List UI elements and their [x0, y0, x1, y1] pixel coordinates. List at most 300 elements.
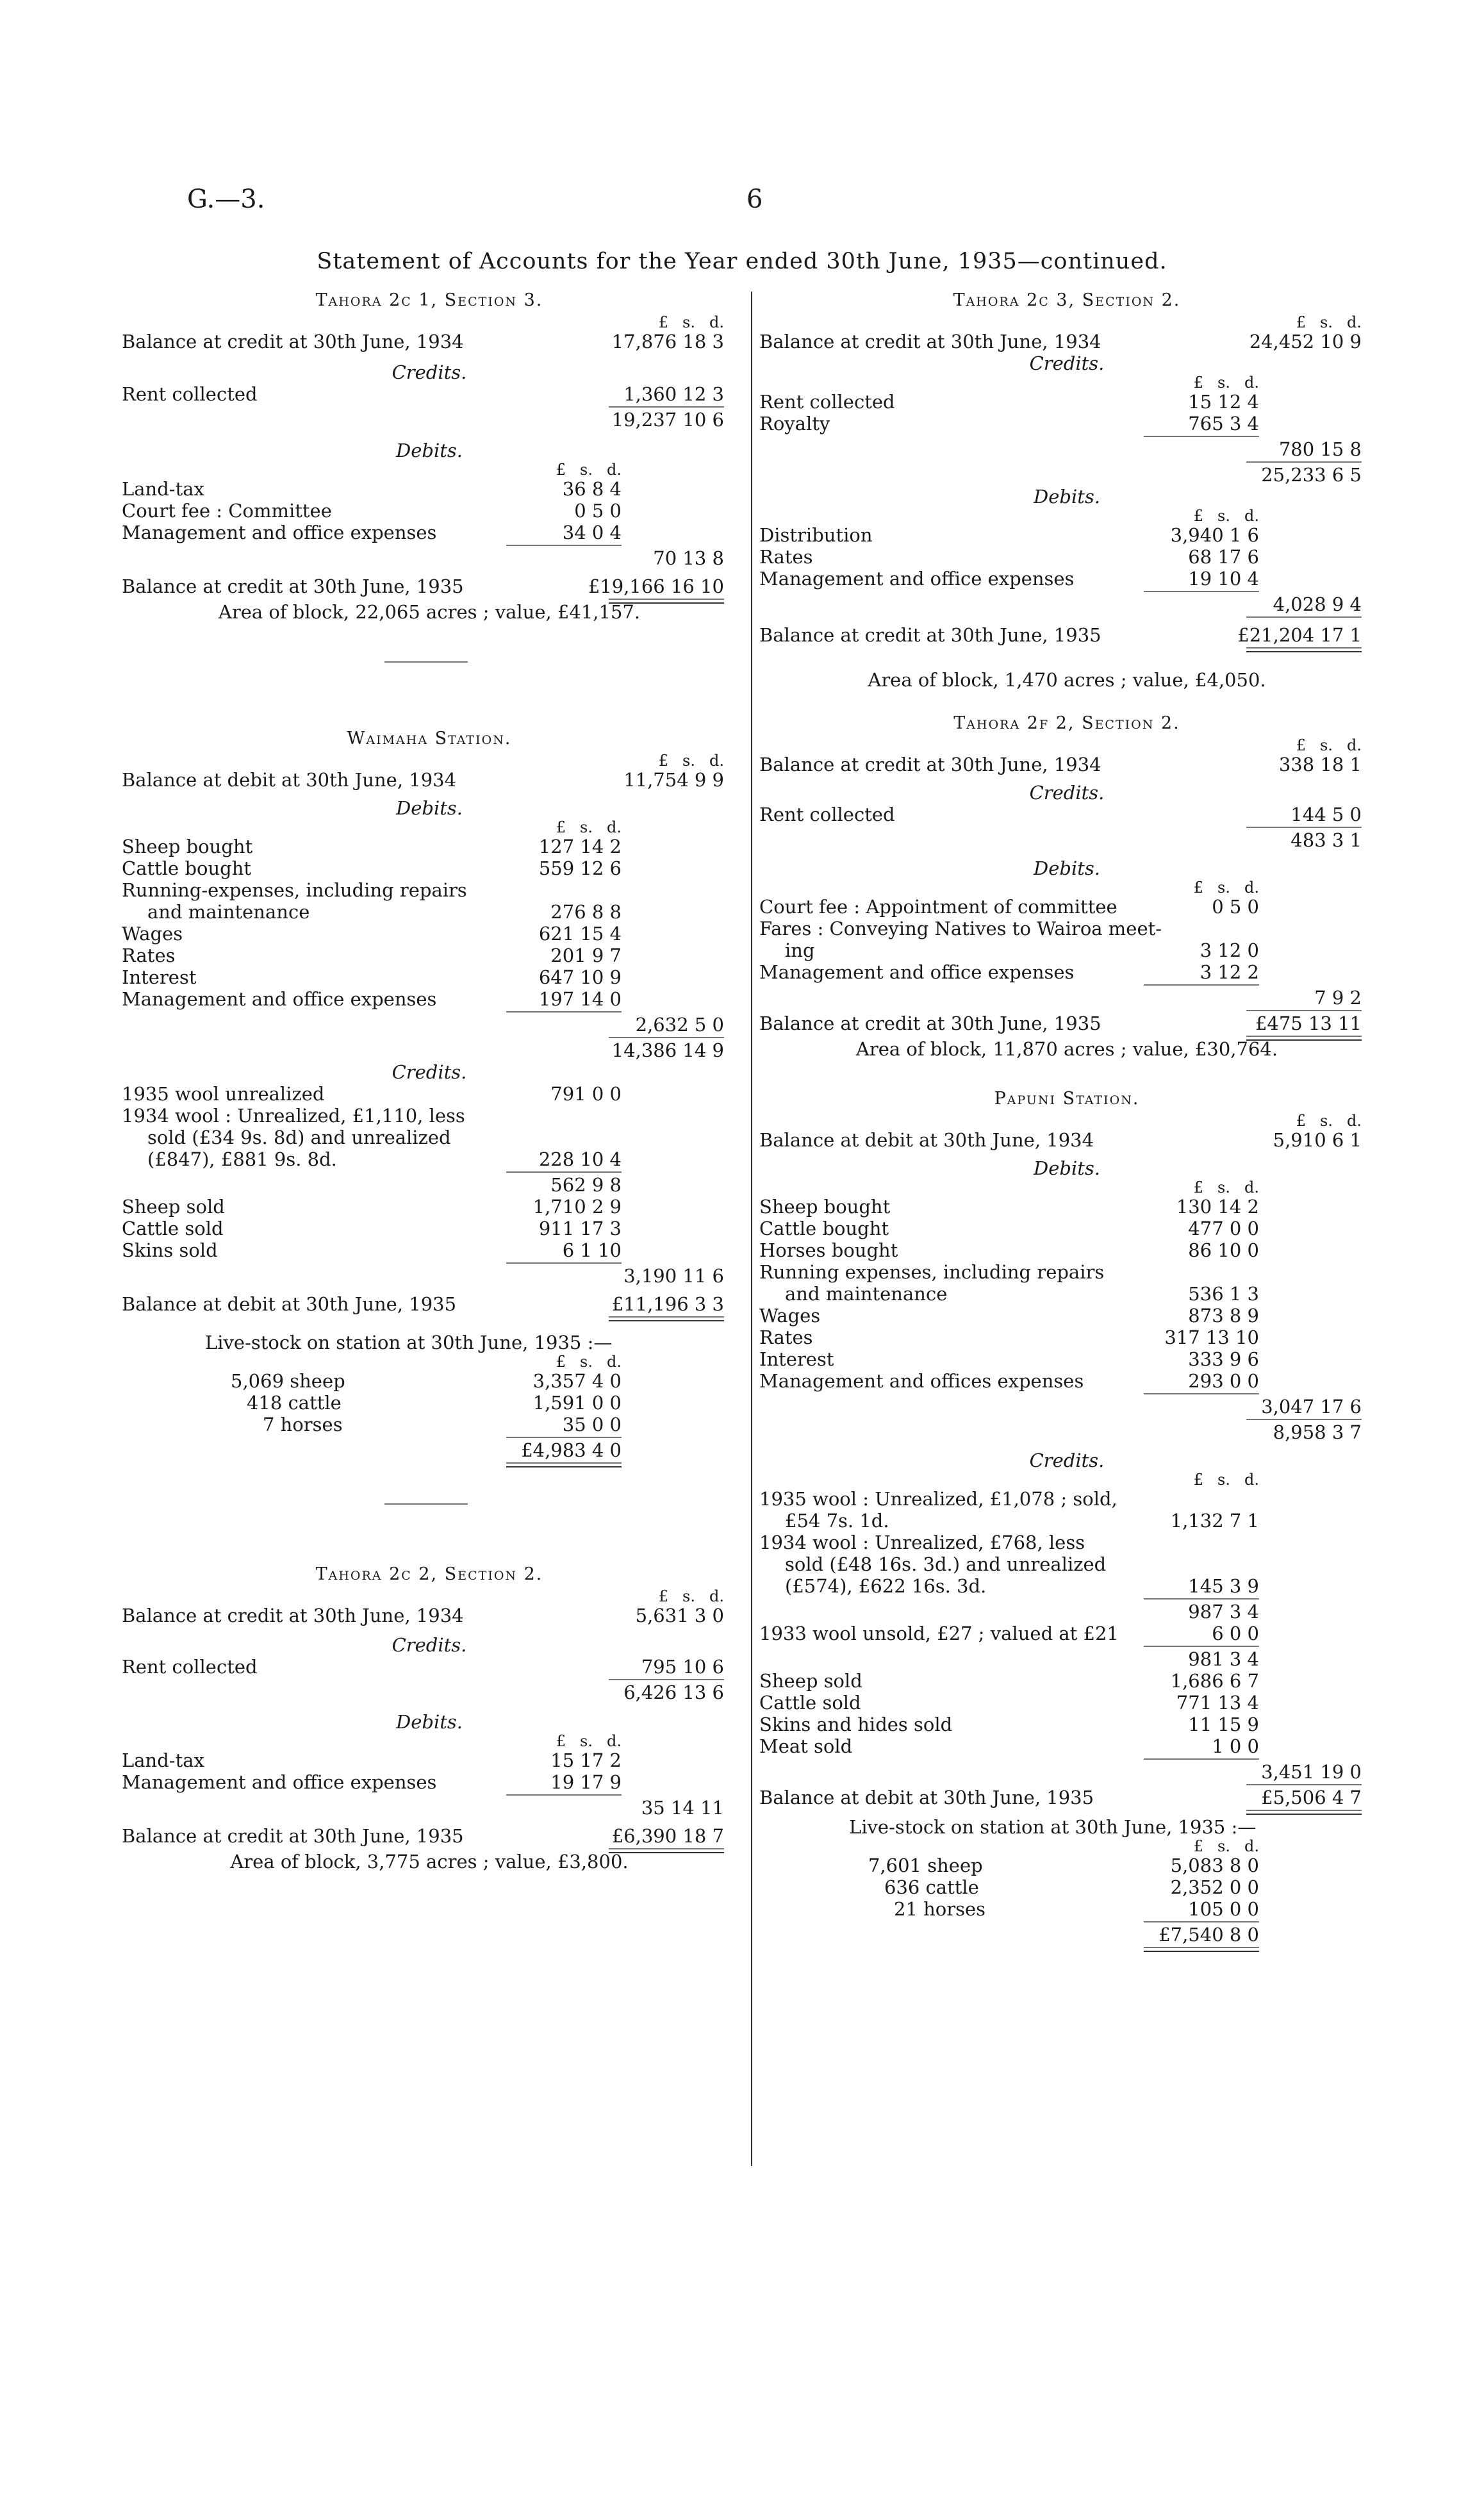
row-amount: 19,237 10 6 [611, 409, 724, 431]
row-amount: 68 17 6 [1188, 546, 1259, 568]
lsd-pound: £ [1296, 1112, 1307, 1130]
account-row [122, 836, 737, 857]
row-label: Balance at credit at 30th June, 1934 [759, 331, 1101, 352]
lsd-header-text [583, 314, 724, 331]
row-amount: 3,190 11 6 [623, 1265, 724, 1287]
row-label: Rates [759, 546, 813, 568]
lsd-pound: £ [1296, 736, 1307, 754]
rule-line [609, 406, 724, 408]
row-amount: £21,204 17 1 [1237, 624, 1362, 646]
rule-line [1144, 1921, 1259, 1922]
account-row [759, 896, 1374, 918]
rule-line [1246, 461, 1362, 463]
rule-line [1144, 436, 1259, 437]
row-amount: 559 12 6 [538, 857, 622, 879]
account-row [122, 1392, 737, 1414]
lsd-header-text [583, 1588, 724, 1605]
account-row [122, 769, 737, 791]
row-label: Balance at credit at 30th June, 1935 [759, 1013, 1101, 1034]
account-row [122, 923, 737, 945]
lsd-header [122, 1588, 737, 1605]
rule-line [609, 1679, 724, 1680]
lsd-d: d. [709, 1587, 724, 1605]
spacer [759, 1060, 1374, 1086]
section-title: Waimaha Station. [347, 729, 512, 748]
row-label: Balance at debit at 30th June, 1935 [122, 1293, 457, 1315]
account-row [122, 857, 737, 879]
lsd-header [122, 752, 737, 769]
row-label: Rent collected [759, 391, 895, 413]
account-row [759, 568, 1374, 590]
account-row [759, 1510, 1374, 1532]
row-amount: 873 8 9 [1188, 1305, 1259, 1327]
sub-heading-text: Credits. [1029, 782, 1105, 804]
area-line [759, 1038, 1374, 1060]
row-amount: 130 14 2 [1176, 1196, 1259, 1218]
row-label: Distribution [759, 524, 873, 546]
lsd-header [759, 737, 1374, 754]
row-label: Skins and hides sold [759, 1714, 953, 1735]
row-label: Land-tax [122, 478, 204, 500]
lsd-d: d. [1347, 313, 1362, 331]
row-label: Cattle bought [122, 857, 252, 879]
row-label: Sheep bought [122, 836, 253, 857]
account-row [122, 1370, 737, 1392]
spacer [122, 1703, 737, 1711]
row-amount: 6 0 0 [1212, 1623, 1259, 1644]
lsd-d: d. [1244, 1178, 1259, 1196]
section-title: Tahora 2c 3, Section 2. [953, 290, 1181, 310]
row-amount: 795 10 6 [641, 1656, 724, 1678]
lsd-d: d. [1347, 736, 1362, 754]
account-row [759, 829, 1374, 851]
area-text: Area of block, 3,775 acres ; value, £3,800. [230, 1851, 629, 1873]
lsd-s: s. [682, 313, 695, 331]
row-amount: 144 5 0 [1290, 804, 1362, 825]
account-row [122, 1771, 737, 1793]
account-row [759, 804, 1374, 825]
account-row [122, 1293, 737, 1315]
rule-line [1246, 1784, 1362, 1785]
account-row [759, 1648, 1374, 1670]
account-row [759, 1692, 1374, 1714]
lsd-header-text [583, 752, 724, 769]
rule-line [506, 1011, 622, 1013]
account-row [759, 1735, 1374, 1757]
lsd-pound: £ [1193, 507, 1204, 525]
row-amount: £5,506 4 7 [1261, 1787, 1362, 1808]
lsd-s: s. [682, 1587, 695, 1605]
row-amount: 1,710 2 9 [532, 1196, 622, 1218]
row-amount: 3,047 17 6 [1261, 1396, 1362, 1418]
spacer [759, 691, 1374, 710]
account-row [759, 1129, 1374, 1151]
spacer [759, 619, 1374, 624]
page-number: 6 [746, 185, 763, 214]
row-amount: 70 13 8 [653, 547, 724, 569]
row-amount: 1,686 6 7 [1170, 1670, 1259, 1692]
lsd-s: s. [1217, 1178, 1230, 1196]
sub-heading-text: Credits. [392, 1634, 467, 1656]
lsd-d: d. [1347, 1112, 1362, 1130]
row-label: (£574), £622 16s. 3d. [785, 1575, 987, 1597]
rule-line [1144, 1758, 1259, 1760]
account-row [122, 331, 737, 352]
account-row [122, 500, 737, 522]
lsd-header [122, 314, 737, 331]
account-row [759, 1787, 1374, 1808]
lsd-s: s. [1320, 736, 1333, 754]
row-label: Running-expenses, including repairs [122, 879, 467, 901]
separator-line [384, 661, 468, 663]
account-row [759, 1575, 1374, 1597]
row-label: £54 7s. 1d. [785, 1510, 889, 1532]
lsd-header-text [481, 1733, 622, 1749]
lsd-header [759, 374, 1374, 391]
account-row [122, 1083, 737, 1105]
row-label: Balance at credit at 30th June, 1934 [122, 331, 464, 352]
row-label: Rent collected [759, 804, 895, 825]
account-row [122, 1014, 737, 1036]
row-amount: 25,233 6 5 [1261, 464, 1362, 486]
rule-line [1246, 1010, 1362, 1011]
row-amount: 14,386 14 9 [611, 1039, 724, 1061]
double-rule [759, 1946, 1374, 1949]
left-column [122, 287, 737, 1873]
account-row [122, 1332, 737, 1353]
lsd-pound: £ [1193, 1178, 1204, 1196]
row-amount: 3 12 2 [1200, 961, 1259, 983]
row-label: Cattle sold [122, 1218, 224, 1239]
right-column [759, 287, 1374, 1949]
lsd-pound: £ [658, 1587, 669, 1605]
row-label: sold (£34 9s. 8d) and unrealized [147, 1127, 451, 1148]
row-label: Balance at debit at 30th June, 1935 [759, 1787, 1094, 1808]
sub-heading-text: Credits. [392, 361, 467, 383]
account-row [759, 987, 1374, 1009]
row-amount: 34 0 4 [562, 522, 622, 543]
account-row [759, 1714, 1374, 1735]
row-amount: 6,426 13 6 [623, 1682, 724, 1703]
row-amount: 15 12 4 [1188, 391, 1259, 413]
lsd-header [759, 508, 1374, 524]
account-row [759, 1196, 1374, 1218]
area-text: Area of block, 11,870 acres ; value, £30,764. [855, 1038, 1278, 1060]
account-row [122, 1239, 737, 1261]
sub-heading [759, 782, 1374, 804]
account-row [122, 1265, 737, 1287]
row-label: Rates [122, 945, 176, 966]
account-row [759, 1855, 1374, 1876]
account-row [122, 1127, 737, 1148]
row-label: (£847), £881 9s. 8d. [147, 1148, 337, 1170]
row-label: Management and offices expenses [759, 1370, 1084, 1392]
account-row [759, 1305, 1374, 1327]
rule-line [609, 1037, 724, 1038]
account-row [759, 1601, 1374, 1623]
row-amount: 5,083 8 0 [1170, 1855, 1259, 1876]
row-label: Rent collected [122, 1656, 258, 1678]
spacer [122, 1542, 737, 1561]
row-amount: £475 13 11 [1255, 1013, 1362, 1034]
sub-heading [122, 797, 737, 819]
area-line [122, 1851, 737, 1873]
lsd-header-text [1221, 314, 1362, 331]
lsd-pound: £ [658, 752, 669, 770]
account-row [759, 1876, 1374, 1898]
row-label: Interest [759, 1348, 834, 1370]
row-amount: 981 3 4 [1188, 1648, 1259, 1670]
account-row [759, 961, 1374, 983]
lsd-header [122, 819, 737, 836]
rule-line [1144, 591, 1259, 592]
lsd-d: d. [709, 313, 724, 331]
account-row [759, 1532, 1374, 1553]
rule-line [1144, 1393, 1259, 1394]
account-row [759, 1623, 1374, 1644]
double-rule [122, 1315, 737, 1319]
account-row [759, 391, 1374, 413]
row-label: Balance at credit at 30th June, 1935 [122, 575, 464, 597]
account-row [122, 1605, 737, 1626]
lsd-header [759, 879, 1374, 896]
lsd-pound: £ [556, 1732, 566, 1750]
row-amount: 7 9 2 [1314, 987, 1362, 1009]
row-amount: 3,451 19 0 [1261, 1761, 1362, 1783]
lsd-d: d. [607, 1732, 622, 1750]
spacer [122, 431, 737, 440]
row-amount: 338 18 1 [1278, 754, 1362, 775]
lsd-header [759, 1838, 1374, 1855]
row-label: 1933 wool unsold, £27 ; valued at £21 [759, 1623, 1119, 1644]
row-amount: 5,631 3 0 [635, 1605, 724, 1626]
section-title: Tahora 2c 1, Section 3. [315, 290, 543, 310]
row-label: sold (£48 16s. 3d.) and unrealized [785, 1553, 1107, 1575]
account-row [122, 1414, 737, 1435]
row-amount: 483 3 1 [1290, 829, 1362, 851]
row-amount: 6 1 10 [562, 1239, 622, 1261]
row-amount: 19 10 4 [1188, 568, 1259, 590]
lsd-header [122, 461, 737, 478]
row-amount: 1,132 7 1 [1170, 1510, 1259, 1532]
account-row [759, 1761, 1374, 1783]
account-row [759, 593, 1374, 615]
account-row [122, 575, 737, 597]
row-label: Management and office expenses [759, 961, 1075, 983]
row-amount: 1,360 12 3 [623, 383, 724, 405]
row-amount: 228 10 4 [538, 1148, 622, 1170]
lsd-s: s. [1320, 1112, 1333, 1130]
row-amount: 0 5 0 [574, 500, 622, 522]
lsd-pound: £ [1296, 313, 1307, 331]
row-amount: 11 15 9 [1188, 1714, 1259, 1735]
row-amount: 127 14 2 [538, 836, 622, 857]
lsd-d: d. [709, 752, 724, 770]
lsd-s: s. [580, 818, 593, 836]
row-label: Land-tax [122, 1749, 204, 1771]
account-row [122, 478, 737, 500]
row-label: Horses bought [759, 1239, 898, 1261]
account-row [759, 1488, 1374, 1510]
lsd-header-text [1118, 374, 1259, 391]
rule-line [506, 1437, 622, 1438]
account-row [122, 1439, 737, 1461]
sub-heading-text: Debits. [1033, 486, 1100, 508]
account-row [759, 1261, 1374, 1283]
lsd-s: s. [580, 461, 593, 479]
sub-heading [759, 1157, 1374, 1179]
row-amount: £19,166 16 10 [588, 575, 724, 597]
row-label: Balance at debit at 30th June, 1934 [759, 1129, 1094, 1151]
rule-line [506, 545, 622, 546]
row-amount: 317 13 10 [1164, 1327, 1259, 1348]
spacer [759, 1443, 1374, 1450]
row-label: Fares : Conveying Natives to Wairoa meet- [759, 918, 1162, 939]
account-row [122, 1148, 737, 1170]
account-row [759, 546, 1374, 568]
row-label: 1935 wool : Unrealized, £1,078 ; sold, [759, 1488, 1117, 1510]
row-label: 418 cattle [247, 1392, 342, 1414]
sub-heading-text: Debits. [395, 440, 463, 461]
row-amount: 771 13 4 [1176, 1692, 1259, 1714]
row-label: Management and office expenses [122, 522, 437, 543]
row-label: Cattle bought [759, 1218, 889, 1239]
row-label: 1934 wool : Unrealized, £1,110, less [122, 1105, 465, 1127]
row-label: Live-stock on station at 30th June, 1935 :— [205, 1332, 613, 1353]
row-label: Court fee : Appointment of committee [759, 896, 1117, 918]
row-amount: 791 0 0 [550, 1083, 622, 1105]
account-row [759, 1283, 1374, 1305]
lsd-header [122, 1353, 737, 1370]
lsd-d: d. [607, 1353, 622, 1371]
row-amount: 197 14 0 [538, 988, 622, 1010]
account-row [759, 413, 1374, 434]
sub-heading-text: Credits. [1029, 352, 1105, 374]
rule-line [506, 1794, 622, 1796]
sub-heading-text: Credits. [1029, 1450, 1105, 1471]
row-amount: 562 9 8 [550, 1174, 622, 1196]
lsd-d: d. [607, 461, 622, 479]
account-row [759, 438, 1374, 460]
account-row [759, 1396, 1374, 1418]
spacer [759, 1151, 1374, 1157]
account-row [759, 939, 1374, 961]
row-label: and maintenance [785, 1283, 948, 1305]
row-amount: 621 15 4 [538, 923, 622, 945]
spacer [122, 1819, 737, 1825]
row-label: Royalty [759, 413, 830, 434]
lsd-s: s. [682, 752, 695, 770]
rule-line [1246, 616, 1362, 618]
account-row [759, 464, 1374, 486]
lsd-d: d. [1244, 1837, 1259, 1855]
account-row [122, 1105, 737, 1127]
lsd-s: s. [1217, 1837, 1230, 1855]
lsd-pound: £ [1193, 1471, 1204, 1489]
account-row [759, 1218, 1374, 1239]
row-amount: 2,352 0 0 [1170, 1876, 1259, 1898]
row-amount: 536 1 3 [1188, 1283, 1259, 1305]
account-row [122, 1039, 737, 1061]
row-amount: 24,452 10 9 [1249, 331, 1362, 352]
sub-heading-text: Debits. [395, 797, 463, 819]
row-label: Skins sold [122, 1239, 218, 1261]
row-label: Management and office expenses [122, 988, 437, 1010]
sub-heading [122, 440, 737, 461]
rule-line [1246, 647, 1362, 652]
row-amount: 86 10 0 [1188, 1239, 1259, 1261]
row-label: Balance at credit at 30th June, 1934 [122, 1605, 464, 1626]
account-row [122, 547, 737, 569]
row-amount: 3 12 0 [1200, 939, 1259, 961]
double-rule [759, 1808, 1374, 1812]
lsd-header-text [1221, 737, 1362, 754]
lsd-header-text [481, 1353, 622, 1370]
row-label: Live-stock on station at 30th June, 1935 :— [849, 1816, 1257, 1838]
rule-line [1246, 1419, 1362, 1420]
sub-heading [122, 1711, 737, 1733]
row-amount: 276 8 8 [550, 901, 622, 923]
lsd-header-text [481, 819, 622, 836]
account-row [122, 966, 737, 988]
sub-heading-text: Debits. [395, 1711, 463, 1733]
account-row [759, 1898, 1374, 1920]
section-title: Papuni Station. [994, 1089, 1140, 1109]
rule-line [1246, 1810, 1362, 1815]
rule-line [506, 1262, 622, 1264]
row-amount: 4,028 9 4 [1273, 593, 1362, 615]
row-amount: 36 8 4 [562, 478, 622, 500]
account-row [122, 1825, 737, 1847]
account-row [759, 1327, 1374, 1348]
lsd-d: d. [1244, 1471, 1259, 1489]
row-label: Sheep bought [759, 1196, 891, 1218]
spacer [759, 650, 1374, 669]
row-amount: 8,958 3 7 [1273, 1421, 1362, 1443]
sub-heading [122, 361, 737, 383]
account-row [759, 1013, 1374, 1034]
account-row [122, 988, 737, 1010]
lsd-header [759, 1179, 1374, 1196]
row-label: Cattle sold [759, 1692, 861, 1714]
section-separator [122, 1465, 737, 1542]
lsd-d: d. [1244, 879, 1259, 897]
lsd-s: s. [1217, 879, 1230, 897]
lsd-d: d. [607, 818, 622, 836]
lsd-s: s. [580, 1353, 593, 1371]
account-row [122, 1749, 737, 1771]
row-label: Interest [122, 966, 197, 988]
spacer [122, 352, 737, 361]
row-amount: 3,940 1 6 [1170, 524, 1259, 546]
spacer [122, 569, 737, 575]
double-rule [759, 646, 1374, 650]
account-row [122, 383, 737, 405]
account-row [122, 1218, 737, 1239]
statement-title: Statement of Accounts for the Year ended 30th June, 1935—continued. [317, 249, 1167, 274]
account-row [759, 1553, 1374, 1575]
account-row [122, 879, 737, 901]
row-label: ing [785, 939, 815, 961]
rule-line [1144, 1598, 1259, 1600]
account-row [122, 945, 737, 966]
row-amount: 3,357 4 0 [532, 1370, 622, 1392]
account-row [759, 1348, 1374, 1370]
lsd-header [759, 314, 1374, 331]
account-row [759, 1670, 1374, 1692]
lsd-s: s. [1320, 313, 1333, 331]
spacer [122, 791, 737, 797]
